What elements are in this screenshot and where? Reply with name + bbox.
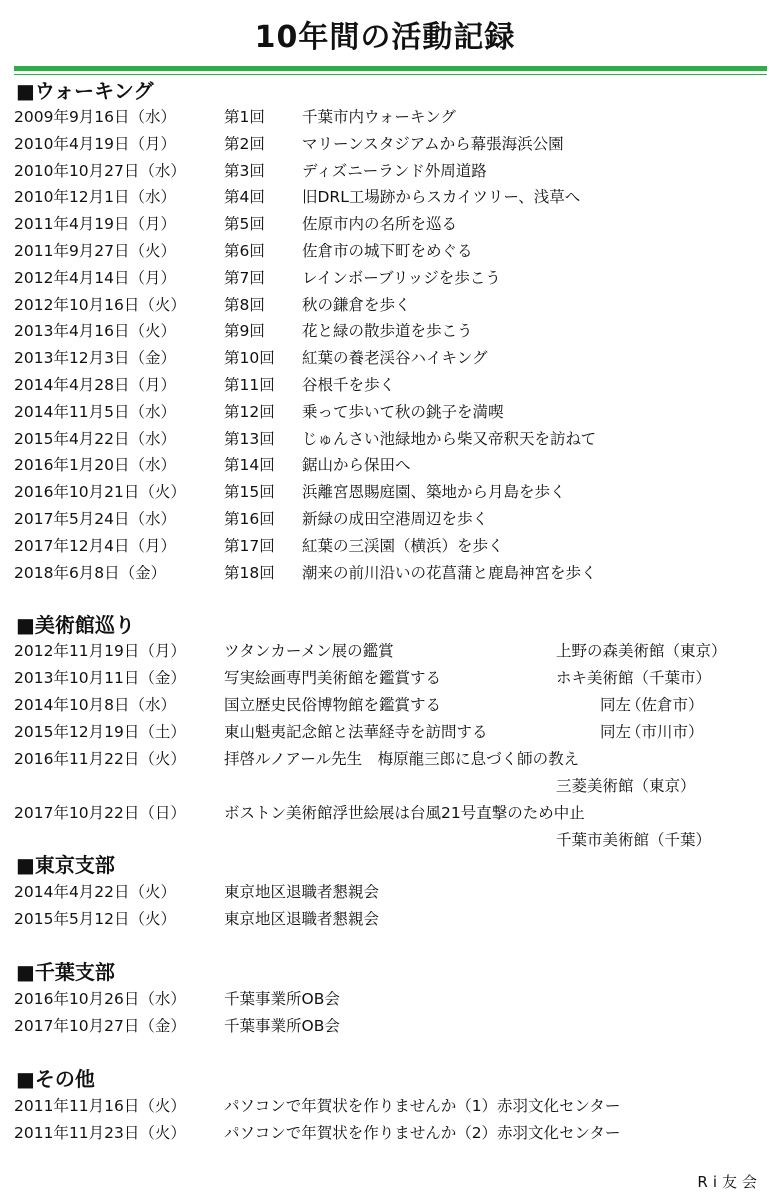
event-title: 旧DRL工場跡からスカイツリー、浅草へ [302, 188, 581, 207]
event-title: 東京地区退職者懇親会 [224, 883, 380, 901]
event-date: 2017年12月4日（月） [14, 536, 177, 555]
event-date: 2017年10月22日（日） [14, 804, 186, 822]
list-item [0, 426, 770, 452]
event-date: 2012年10月16日（火） [14, 295, 186, 314]
event-number: 第1回 [224, 108, 265, 126]
list-item [0, 1093, 770, 1119]
event-title: ディズニーランド外周道路 [302, 161, 487, 180]
list-item [0, 265, 770, 291]
event-date: 2011年11月16日（火） [14, 1097, 186, 1115]
list-item [0, 746, 770, 772]
event-venue-place: （佐倉市） [626, 696, 704, 714]
event-date: 2014年10月8日（水） [14, 696, 177, 714]
event-title: ツタンカーメン展の鑑賞 [224, 642, 394, 660]
event-venue-place: （市川市） [626, 723, 704, 741]
event-number: 第13回 [224, 429, 275, 448]
event-date: 2018年6月8日（金） [14, 563, 167, 582]
event-date: 2010年4月19日（月） [14, 134, 177, 153]
event-date: 2009年9月16日（水） [14, 108, 177, 126]
event-date: 2014年4月28日（月） [14, 376, 177, 394]
event-title: 千葉市内ウォーキング [302, 108, 456, 126]
event-venue: 千葉市美術館（千葉） [556, 831, 712, 849]
event-number: 第11回 [224, 376, 275, 394]
list-item [0, 1013, 770, 1039]
event-title: 乗って歩いて秋の銚子を満喫 [302, 402, 504, 421]
event-date: 2012年4月14日（月） [14, 268, 177, 287]
event-number: 第16回 [224, 510, 275, 528]
list-item [0, 906, 770, 932]
event-date: 2016年11月22日（火） [14, 750, 186, 768]
event-venue: ホキ美術館（千葉市） [556, 669, 712, 687]
list-item [0, 292, 770, 318]
event-number: 第17回 [224, 536, 275, 555]
list-item [0, 506, 770, 532]
event-number: 第10回 [224, 349, 275, 368]
event-title: 拝啓ルノアール先生 梅原龍三郎に息づく師の教え [224, 750, 580, 768]
list-item [0, 800, 770, 826]
list-item [0, 665, 770, 691]
event-title: 東山魁夷記念館と法華経寺を訪問する [224, 723, 488, 741]
list-item [0, 638, 770, 664]
section-heading-museum: ■美術館巡り [16, 613, 135, 637]
list-item [0, 318, 770, 344]
event-title: ボストン美術館浮世絵展は台風21号直撃のため中止 [224, 804, 585, 822]
event-date: 2016年10月21日（火） [14, 483, 186, 502]
event-date: 2013年10月11日（金） [14, 669, 186, 687]
event-number: 第3回 [224, 161, 265, 180]
title-divider [14, 66, 767, 71]
list-item [0, 131, 770, 157]
list-item [0, 372, 770, 398]
event-title: マリーンスタジアムから幕張海浜公園 [302, 134, 564, 153]
list-item [0, 452, 770, 478]
event-number: 第6回 [224, 242, 265, 260]
event-title: レインボーブリッジを歩こう [302, 268, 501, 287]
event-title: 鋸山から保田へ [302, 456, 411, 475]
event-venue: 三菱美術館（東京） [556, 777, 696, 795]
event-number: 第9回 [224, 322, 265, 341]
list-item [0, 1120, 770, 1146]
event-title: 東京地区退職者懇親会 [224, 910, 380, 928]
list-item [0, 345, 770, 371]
section-heading-tokyo: ■東京支部 [16, 853, 115, 877]
event-title: 紅葉の養老渓谷ハイキング [302, 349, 488, 368]
list-item [0, 158, 770, 184]
event-title: 千葉事業所OB会 [224, 990, 340, 1008]
event-date: 2017年5月24日（水） [14, 510, 177, 528]
list-item [0, 184, 770, 210]
event-date: 2017年10月27日（金） [14, 1017, 186, 1035]
event-title: 浜離宮恩賜庭園、築地から月島を歩く [302, 483, 566, 502]
event-number: 第5回 [224, 215, 265, 234]
event-date: 2015年4月22日（水） [14, 429, 177, 448]
event-date: 2010年12月1日（水） [14, 188, 177, 207]
event-date: 2011年11月23日（火） [14, 1124, 186, 1142]
list-item [0, 104, 770, 130]
event-date: 2011年9月27日（火） [14, 242, 177, 260]
event-number: 第7回 [224, 268, 265, 287]
event-title: 千葉事業所OB会 [224, 1017, 340, 1035]
event-date: 2010年10月27日（水） [14, 161, 186, 180]
event-title: パソコンで年賀状を作りませんか（1）赤羽文化センター [224, 1097, 621, 1115]
event-title: 花と緑の散歩道を歩こう [302, 322, 473, 341]
list-item [0, 692, 770, 718]
list-item [0, 560, 770, 586]
event-date: 2014年4月22日（火） [14, 883, 177, 901]
event-title: 潮来の前川沿いの花菖蒲と鹿島神宮を歩く [302, 563, 597, 582]
event-venue-same: 同左 [600, 696, 632, 714]
event-venue: 上野の森美術館（東京） [556, 642, 727, 660]
event-number: 第2回 [224, 134, 265, 153]
event-date: 2012年11月19日（月） [14, 642, 186, 660]
title-divider-thin [14, 74, 767, 75]
list-item-venue [0, 827, 770, 853]
event-date: 2015年5月12日（火） [14, 910, 177, 928]
event-number: 第15回 [224, 483, 275, 502]
event-date: 2013年4月16日（火） [14, 322, 177, 341]
event-number: 第12回 [224, 402, 275, 421]
event-title: 秋の鎌倉を歩く [302, 295, 411, 314]
list-item [0, 533, 770, 559]
event-number: 第14回 [224, 456, 275, 475]
event-number: 第8回 [224, 295, 265, 314]
event-number: 第4回 [224, 188, 265, 207]
event-title: 紅葉の三渓園（横浜）を歩く [302, 536, 504, 555]
event-title: 谷根千を歩く [302, 376, 396, 394]
event-date: 2011年4月19日（月） [14, 215, 177, 234]
list-item [0, 719, 770, 745]
event-date: 2014年11月5日（水） [14, 402, 177, 421]
event-date: 2013年12月3日（金） [14, 349, 177, 368]
event-date: 2015年12月19日（土） [14, 723, 186, 741]
event-title: 国立歴史民俗博物館を鑑賞する [224, 696, 442, 714]
section-heading-chiba: ■千葉支部 [16, 960, 115, 984]
list-item [0, 479, 770, 505]
page-title: 10年間の活動記録 [254, 20, 516, 55]
footer-signature: Ri友会 [697, 1173, 762, 1191]
event-title: パソコンで年賀状を作りませんか（2）赤羽文化センター [224, 1124, 621, 1142]
section-heading-walking: ■ウォーキング [16, 79, 154, 103]
event-title: じゅんさい池緑地から柴又帝釈天を訪ねて [302, 429, 597, 448]
list-item [0, 399, 770, 425]
event-venue-same: 同左 [600, 723, 632, 741]
list-item [0, 879, 770, 905]
event-title: 佐原市内の名所を巡る [302, 215, 458, 234]
event-title: 佐倉市の城下町をめぐる [302, 242, 473, 260]
list-item-venue [0, 773, 770, 799]
event-date: 2016年1月20日（水） [14, 456, 177, 475]
list-item [0, 238, 770, 264]
event-number: 第18回 [224, 563, 275, 582]
event-title: 写実絵画専門美術館を鑑賞する [224, 669, 442, 687]
list-item [0, 211, 770, 237]
event-date: 2016年10月26日（水） [14, 990, 186, 1008]
event-title: 新緑の成田空港周辺を歩く [302, 510, 489, 528]
section-heading-other: ■その他 [16, 1067, 95, 1091]
list-item [0, 986, 770, 1012]
